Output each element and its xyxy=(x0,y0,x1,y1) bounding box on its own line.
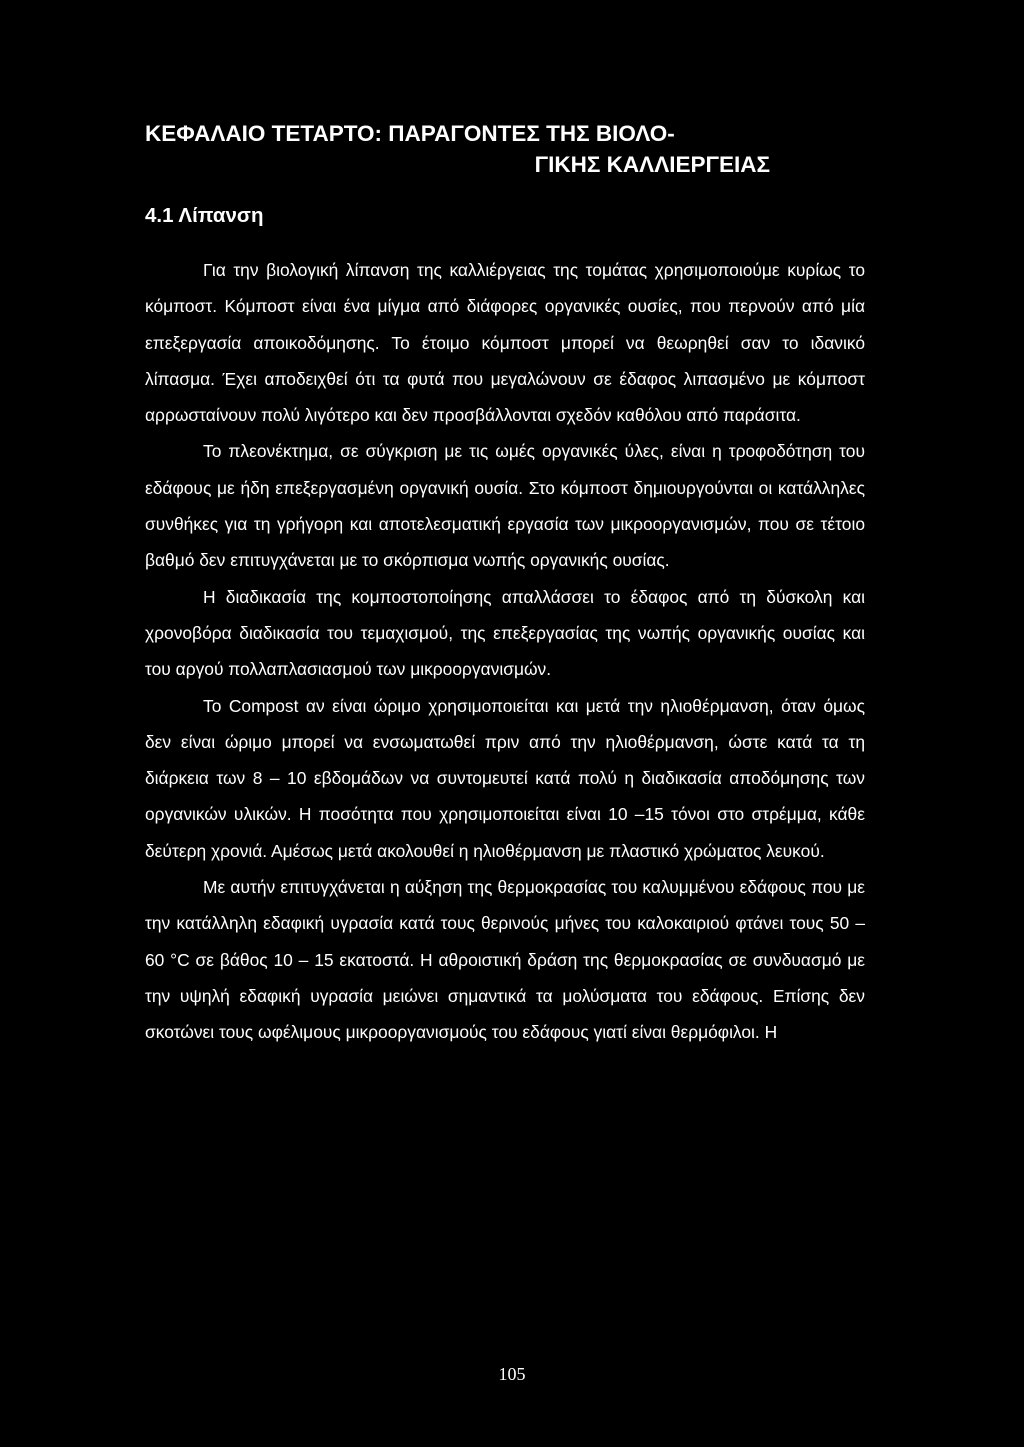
paragraph-solarization: Με αυτήν επιτυγχάνεται η αύξηση της θερμοκρασίας του καλυμμένου εδάφους που με την κατάλληλη εδαφική υγρασία κατά τους θερινούς μήνες του καλοκαιριού φτάνει τους 50 – 60 °C σε βάθος 10 – 15 εκατοστά. Η αθροιστική δράση της θερμοκρασίας σε συνδυασμό με την υψηλή εδαφική υγρασία μειώνει σημαντικά τα μολύσματα του εδάφους. Επίσης δεν σκοτώνει τους ωφέλιμους μικροοργανισμούς του εδάφους γιατί είναι θερμόφιλοι. Η xyxy=(145,877,865,1043)
page-number: 105 xyxy=(498,1364,526,1384)
paragraph-composting-process: Η διαδικασία της κομποστοποίησης απαλλάσσει το έδαφος από τη δύσκολη και χρονοβόρα διαδικασία του τεμαχισμού, της επεξεργασίας της νωπής οργανικής ουσίας και του αργού πολλαπλασιασμού των μικροοργανισμών. xyxy=(145,586,865,680)
chapter-title xyxy=(145,118,865,180)
chapter-title-line-1: ΚΕΦΑΛΑΙΟ ΤΕΤΑΡΤΟ: ΠΑΡΑΓΟΝΤΕΣ ΤΗΣ ΒΙΟΛΟ- xyxy=(145,121,675,146)
page-content xyxy=(145,118,865,1051)
paragraph-compost-usage: Το Compost αν είναι ώριμο χρησιμοποιείται και μετά την ηλιοθέρμανση, όταν όμως δεν είναι ώριμο μπορεί να ενσωματωθεί πριν από την ηλιοθέρμανση, ώστε κατά τα τη διάρκεια των 8 – 10 εβδομάδων να συντομευτεί κατά πολύ η διαδικασία αποδόμησης των οργανικών υλικών. Η ποσότητα που χρησιμοποιείται είναι 10 –15 τόνοι στο στρέμμα, κάθε δεύτερη χρονιά. Αμέσως μετά ακολουθεί η ηλιοθέρμανση με πλαστικό χρώματος λευκού. xyxy=(145,695,865,861)
chapter-title-line-2: ΓΙΚΗΣ ΚΑΛΛΙΕΡΓΕΙΑΣ xyxy=(534,152,770,177)
section-heading: 4.1 Λίπανση xyxy=(145,204,264,227)
paragraph-advantage: Το πλεονέκτημα, σε σύγκριση με τις ωμές οργανικές ύλες, είναι η τροφοδότηση του εδάφους με ήδη επεξεργασμένη οργανική ουσία. Στο κόμποστ δημιουργούνται οι κατάλληλες συνθήκες για τη γρήγορη και αποτελεσματική εργασία των μικροοργανισμών, που σε τέτοιο βαθμό δεν επιτυγχάνεται με το σκόρπισμα νωπής οργανικής ουσίας. xyxy=(145,441,865,571)
paragraph-fertilization-intro: Για την βιολογική λίπανση της καλλιέργειας της τομάτας χρησιμοποιούμε κυρίως το κόμποστ. Κόμποστ είναι ένα μίγμα από διάφορες οργανικές ουσίες, που περνούν από μία επεξεργασία αποικοδόμησης. Το έτοιμο κόμποστ μπορεί να θεωρηθεί σαν το ιδανικό λίπασμα. Έχει αποδειχθεί ότι τα φυτά που μεγαλώνουν σε έδαφος λιπασμένο με κόμποστ αρρωσταίνουν πολύ λιγότερο και δεν προσβάλλονται σχεδόν καθόλου από παράσιτα. xyxy=(145,260,865,426)
body-text xyxy=(145,252,865,1051)
